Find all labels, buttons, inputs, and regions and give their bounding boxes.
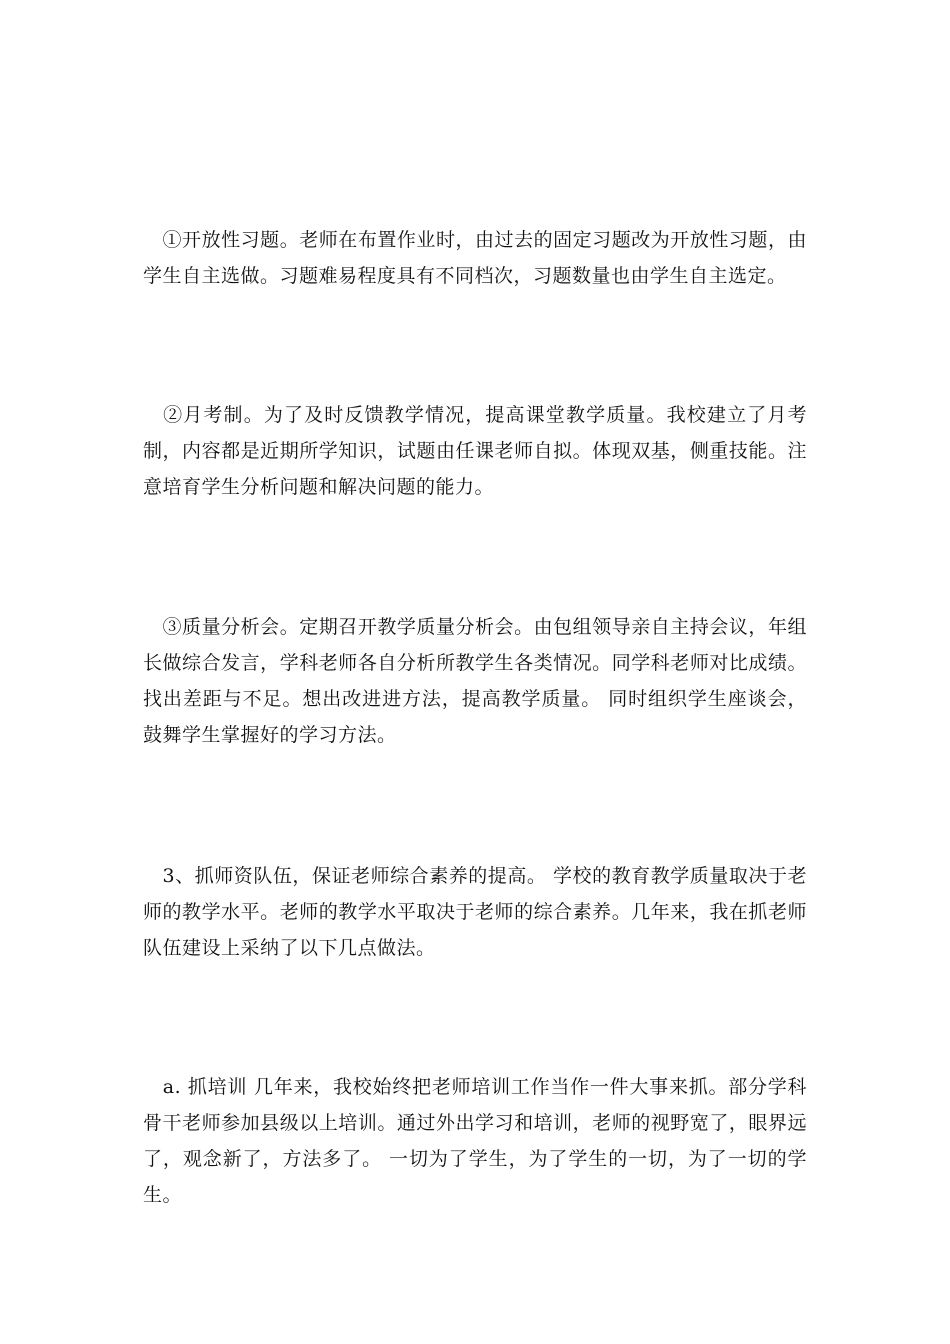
paragraph-monthly-exam: ②月考制。为了及时反馈教学情况，提高课堂教学质量。我校建立了月考制，内容都是近期所学知识，试题由任课老师自拟。体现双基，侧重技能。注意培育学生分析问题和解决问题的能力。 <box>143 404 807 498</box>
paragraph-quality-analysis: ③质量分析会。定期召开教学质量分析会。由包组领导亲自主持会议，年组长做综合发言，学科老师各自分析所教学生各类情况。同学科老师对比成绩。找出差距与不足。想出改进进方法，提高教学质量。 同时组织学生座谈会，鼓舞学生掌握好的学习方法。 <box>143 616 807 746</box>
paragraph-open-exercises: ①开放性习题。老师在布置作业时，由过去的固定习题改为开放性习题，由学生自主选做。习题难易程度具有不同档次，习题数量也由学生自主选定。 <box>143 229 807 287</box>
paragraph-training: a. 抓培训 几年来，我校始终把老师培训工作当作一件大事来抓。部分学科骨干老师参加县级以上培训。通过外出学习和培训，老师的视野宽了，眼界远了，观念新了，方法多了。 一切为了学生，为了学生的一切，为了一切的学生。 <box>143 1076 807 1206</box>
paragraph-teacher-team: 3、抓师资队伍，保证老师综合素养的提高。 学校的教育教学质量取决于老师的教学水平。老师的教学水平取决于老师的综合素养。几年来，我在抓老师队伍建设上采纳了以下几点做法。 <box>143 865 807 959</box>
